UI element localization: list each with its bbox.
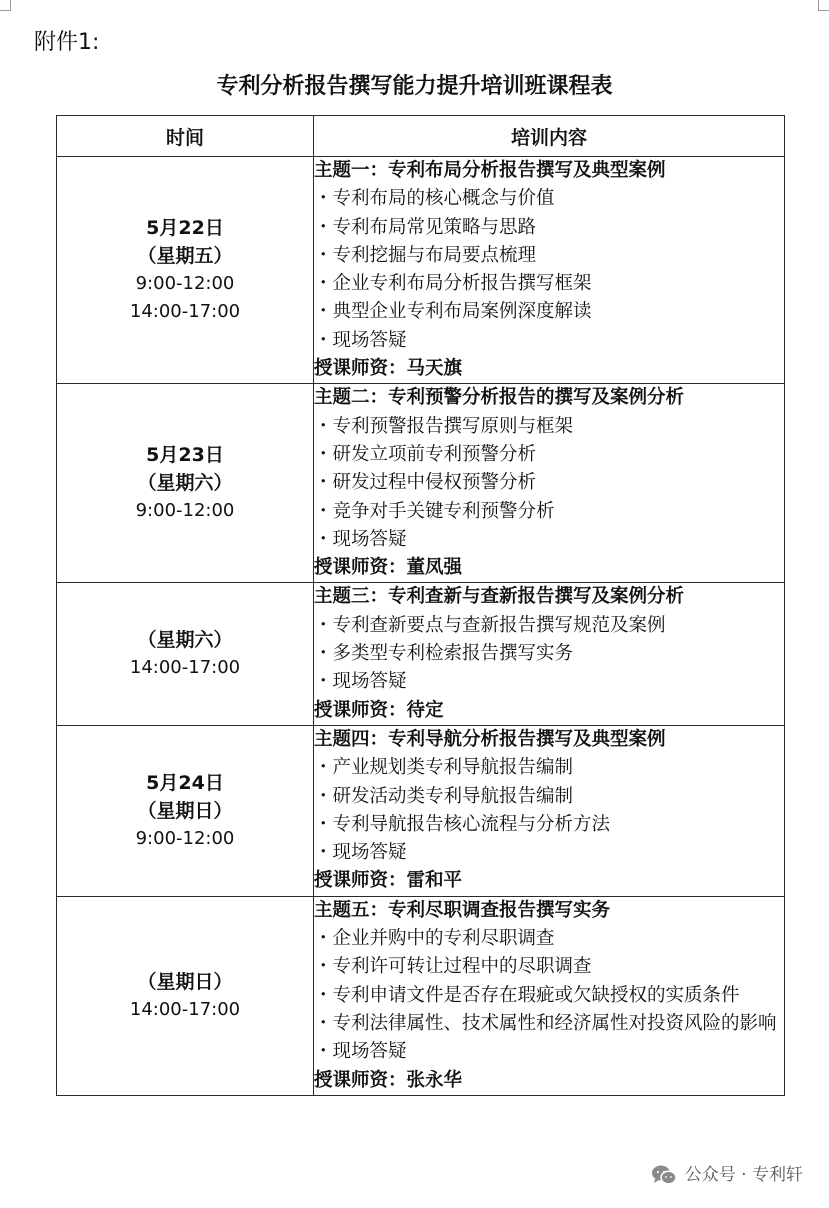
- content-cell: [314, 896, 785, 1095]
- session-weekday: （星期五）: [137, 245, 233, 268]
- table-row: [57, 384, 785, 583]
- attachment-label: 附件1:: [34, 30, 100, 55]
- content-cell: [314, 583, 785, 725]
- content-item: ・现场答疑: [314, 528, 407, 550]
- content-item: ・现场答疑: [314, 842, 407, 864]
- instructor-line: 授课师资：雷和平: [314, 870, 463, 892]
- content-cell: [314, 725, 785, 896]
- session-time-slot: 14:00-17:00: [129, 657, 241, 679]
- page-corner-mark: [0, 0, 11, 11]
- content-item: ・专利预警报告撰写原则与框架: [314, 415, 574, 437]
- watermark: [651, 1161, 803, 1189]
- content-cell: [314, 384, 785, 583]
- content-item: ・竞争对手关键专利预警分析: [314, 500, 555, 522]
- table-row: [57, 725, 785, 896]
- time-cell: [57, 896, 314, 1095]
- topic-heading: 主题五：专利尽职调查报告撰写实务: [314, 899, 611, 921]
- instructor-line: 授课师资：待定: [314, 699, 444, 721]
- time-column-header: 时间: [57, 116, 314, 157]
- table-row: [57, 896, 785, 1095]
- content-item: ・多类型专利检索报告撰写实务: [314, 643, 574, 665]
- content-item: ・专利导航报告核心流程与分析方法: [314, 813, 611, 835]
- content-item: ・专利布局的核心概念与价值: [314, 188, 555, 210]
- document-title: 专利分析报告撰写能力提升培训班课程表: [216, 74, 613, 99]
- instructor-line: 授课师资：张永华: [314, 1069, 463, 1091]
- content-item: ・研发活动类专利导航报告编制: [314, 785, 574, 807]
- content-item: ・企业专利布局分析报告撰写框架: [314, 273, 592, 295]
- page-corner-mark: [818, 0, 829, 11]
- content-item: ・专利申请文件是否存在瑕疵或欠缺授权的实质条件: [314, 984, 740, 1006]
- session-time-slot: 14:00-17:00: [129, 998, 241, 1020]
- content-item: ・专利布局常见策略与思路: [314, 216, 537, 238]
- time-cell: [57, 157, 314, 384]
- schedule-table: [56, 115, 785, 1096]
- session-weekday: （星期日）: [137, 970, 233, 993]
- session-weekday: （星期六）: [137, 629, 233, 652]
- content-item: ・产业规划类专利导航报告编制: [314, 757, 574, 779]
- content-item: ・专利许可转让过程中的尽职调查: [314, 956, 592, 978]
- table-row: [57, 583, 785, 725]
- table-row: [57, 157, 785, 384]
- topic-heading: 主题四：专利导航分析报告撰写及典型案例: [314, 728, 666, 750]
- time-cell: [57, 384, 314, 583]
- topic-heading: 主题二：专利预警分析报告的撰写及案例分析: [314, 387, 685, 409]
- content-item: ・现场答疑: [314, 329, 407, 351]
- content-item: ・专利法律属性、技术属性和经济属性对投资风险的影响: [314, 1012, 777, 1034]
- instructor-line: 授课师资：董凤强: [314, 557, 463, 579]
- topic-heading: 主题三：专利查新与查新报告撰写及案例分析: [314, 586, 685, 608]
- content-item: ・现场答疑: [314, 1041, 407, 1063]
- wechat-icon: [651, 1164, 677, 1186]
- content-item: ・专利挖掘与布局要点梳理: [314, 244, 537, 266]
- session-time-slot: 9:00-12:00: [135, 500, 235, 522]
- session-weekday: （星期日）: [137, 799, 233, 822]
- content-item: ・研发过程中侵权预警分析: [314, 472, 537, 494]
- watermark-text: 公众号 · 专利轩: [684, 1165, 803, 1185]
- time-cell: [57, 725, 314, 896]
- time-cell: [57, 583, 314, 725]
- content-cell: [314, 157, 785, 384]
- session-time-slot: 9:00-12:00: [135, 827, 235, 849]
- content-item: ・企业并购中的专利尽职调查: [314, 928, 555, 950]
- session-weekday: （星期六）: [137, 472, 233, 495]
- content-column-header: 培训内容: [314, 116, 785, 157]
- instructor-line: 授课师资：马天旗: [314, 358, 463, 380]
- session-time-slot: 9:00-12:00: [135, 273, 235, 295]
- content-item: ・现场答疑: [314, 671, 407, 693]
- session-date: 5月22日: [146, 217, 224, 240]
- content-item: ・典型企业专利布局案例深度解读: [314, 301, 592, 323]
- content-item: ・专利查新要点与查新报告撰写规范及案例: [314, 614, 666, 636]
- session-time-slot: 14:00-17:00: [129, 301, 241, 323]
- session-date: 5月24日: [146, 771, 224, 794]
- content-item: ・研发立项前专利预警分析: [314, 443, 537, 465]
- table-header-row: [57, 116, 785, 157]
- topic-heading: 主题一：专利布局分析报告撰写及典型案例: [314, 160, 666, 181]
- session-date: 5月23日: [146, 444, 224, 467]
